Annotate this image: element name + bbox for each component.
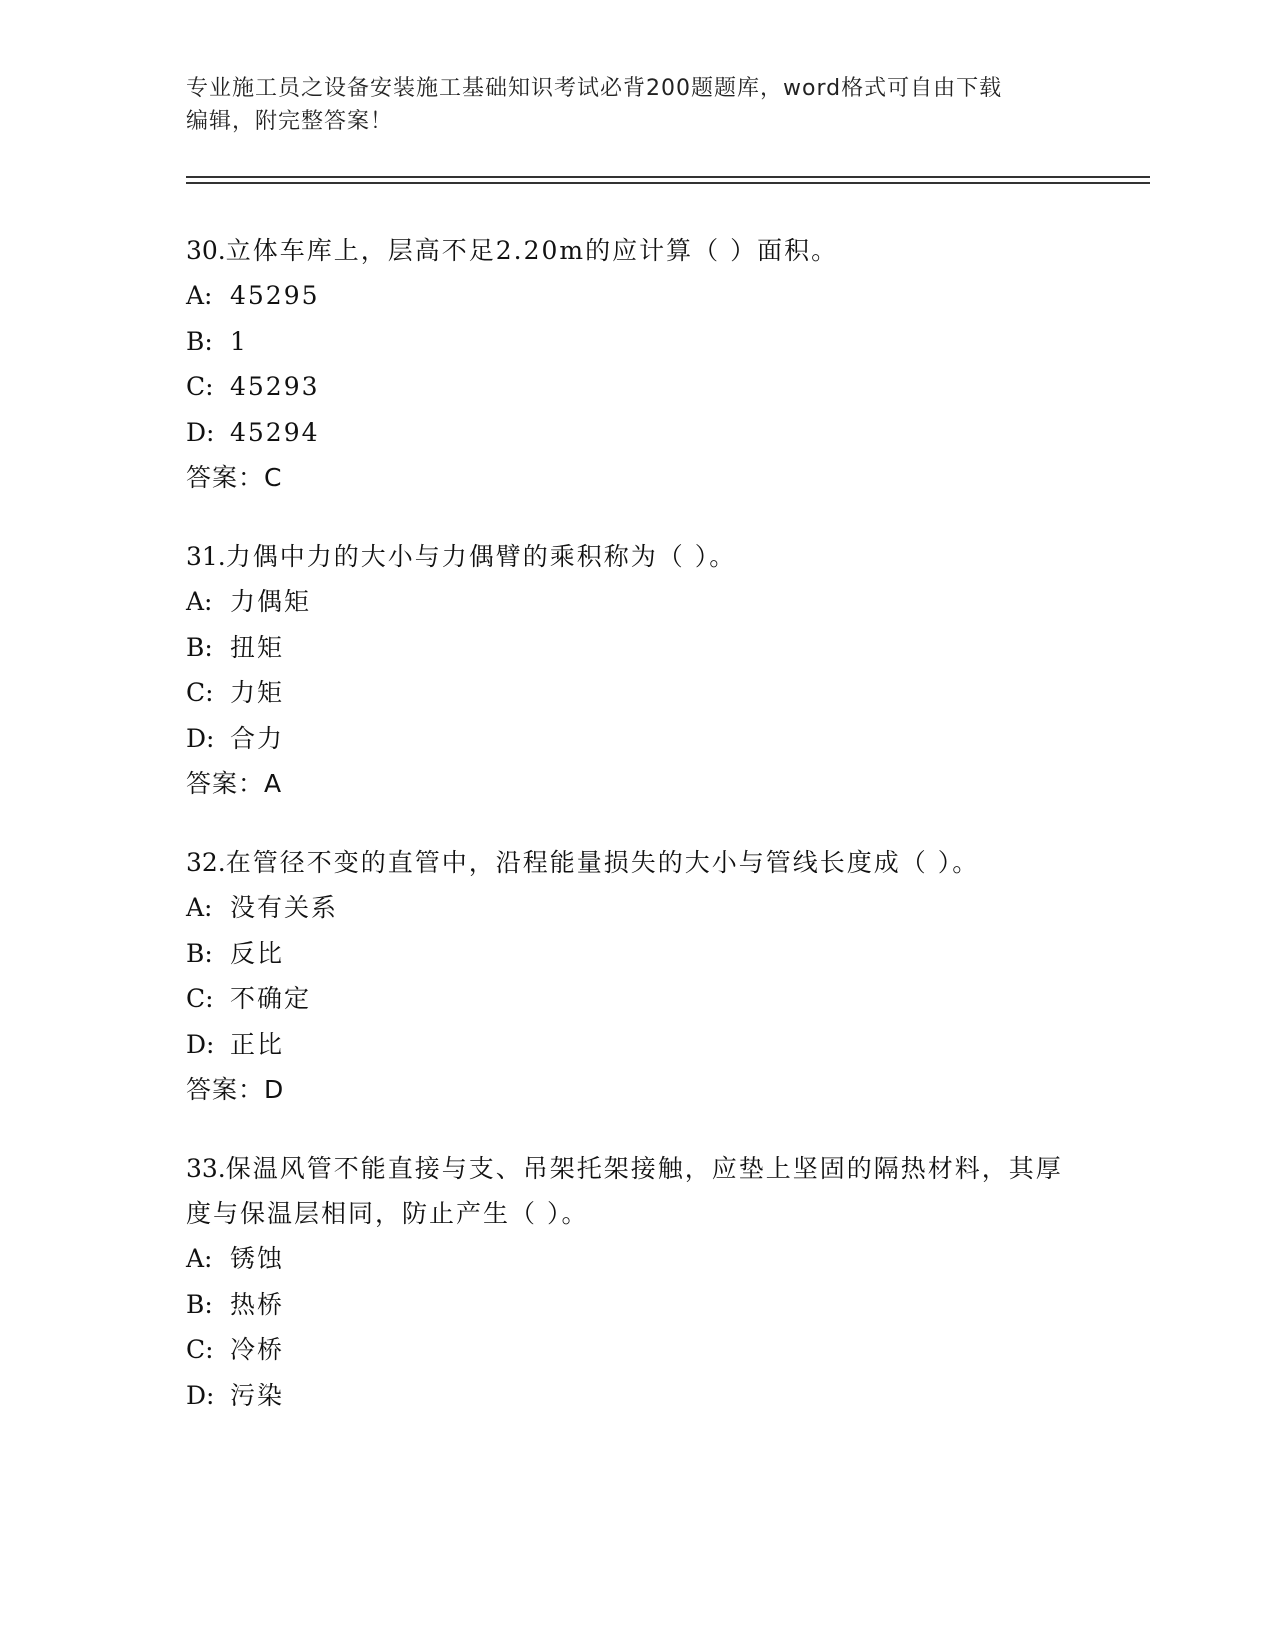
answer-line [186,1067,1086,1112]
answer-label: 答案： [186,463,265,492]
header-divider-top [186,176,1150,178]
option-text: 45293 [230,372,320,401]
question-text: 在管径不变的直管中，沿程能量损失的大小与管线长度成（ ）。 [225,848,980,877]
option-text: 45294 [230,417,320,447]
question-text: 力偶中力的大小与力偶臂的乘积称为（ ）。 [225,542,737,571]
option-d [186,1373,1086,1419]
option-b [186,625,1086,671]
option-text: 污染 [230,1380,285,1410]
option-letter: B: [186,938,213,968]
option-letter: D: [186,417,215,447]
option-text: 合力 [230,723,285,753]
option-d [186,1022,1086,1068]
option-text: 力矩 [230,678,285,707]
option-b [186,931,1086,977]
option-c [186,976,1086,1022]
answer-label: 答案： [186,769,265,798]
option-letter: C: [186,372,214,401]
option-text: 力偶矩 [230,587,312,616]
option-c [186,364,1086,410]
question-stem [186,228,1086,273]
option-letter: D: [186,1380,215,1410]
header-title-line-2: 编辑，附完整答案！ [186,109,394,134]
option-a [186,579,1086,625]
question-number: 32. [186,848,226,877]
option-a [186,1236,1086,1282]
option-letter: D: [186,1029,215,1059]
option-d [186,716,1086,762]
answer-value: A [264,769,283,798]
option-d [186,410,1086,456]
option-a [186,273,1086,319]
header-divider-bottom [186,182,1150,184]
option-letter: A: [186,281,213,310]
option-text: 正比 [230,1029,285,1059]
question-item [186,534,1086,806]
question-item [186,1146,1086,1418]
answer-line [186,455,1086,500]
answer-line [186,761,1086,806]
answer-label: 答案： [186,1075,265,1104]
document-header [186,72,1086,138]
option-text: 扭矩 [230,632,285,662]
question-text: 保温风管不能直接与支、吊架托架接触，应垫上坚固的隔热材料，其厚度与保温层相同，防止产生（ ）。 [186,1154,1063,1228]
option-letter: B: [186,632,213,662]
option-text: 不确定 [230,984,312,1013]
question-item [186,840,1086,1112]
option-c [186,1327,1086,1373]
option-letter: B: [186,1289,213,1319]
option-text: 冷桥 [230,1335,285,1364]
question-stem [186,840,1086,885]
option-text: 锈蚀 [230,1244,285,1273]
option-a [186,885,1086,931]
option-text: 热桥 [230,1289,285,1319]
question-text: 立体车库上，层高不足2.20m的应计算（ ）面积。 [225,236,839,265]
question-number: 30. [186,236,226,265]
question-number: 33. [186,1154,226,1183]
option-text: 45295 [230,281,320,310]
option-letter: D: [186,723,215,753]
option-letter: C: [186,984,214,1013]
option-text: 1 [230,326,248,356]
option-b [186,1282,1086,1328]
option-text: 反比 [230,938,285,968]
option-letter: B: [186,326,213,356]
option-text: 没有关系 [230,893,339,922]
option-letter: C: [186,678,214,707]
question-list [186,228,1086,1452]
question-number: 31. [186,542,226,571]
option-letter: A: [186,587,213,616]
question-stem [186,1146,1086,1236]
question-item [186,228,1086,500]
option-letter: C: [186,1335,214,1364]
answer-value: D [264,1075,285,1104]
question-stem [186,534,1086,579]
header-title-line-1: 专业施工员之设备安装施工基础知识考试必背200题题库，word格式可自由下载 [186,76,1003,101]
option-c [186,670,1086,716]
answer-value: C [264,463,283,492]
option-letter: A: [186,1244,213,1273]
option-letter: A: [186,893,213,922]
option-b [186,319,1086,365]
